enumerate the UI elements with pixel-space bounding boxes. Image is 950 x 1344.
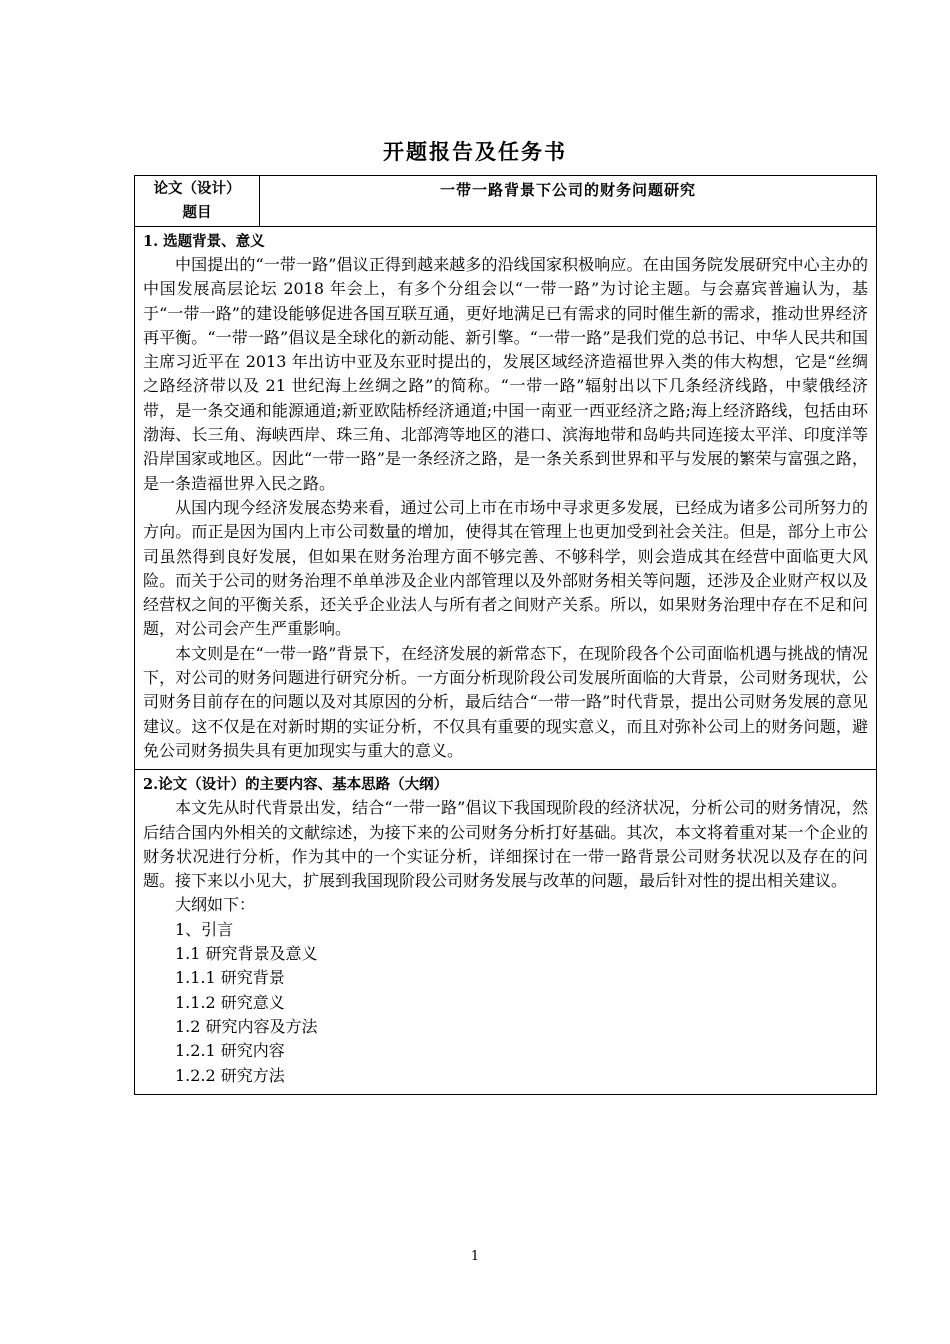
topic-label-line1: 论文（设计） [153, 180, 241, 197]
outline-item: 1.1.1 研究背景 [175, 968, 285, 988]
topic-label-cell [135, 176, 260, 227]
topic-label-line2: 题目 [182, 204, 212, 221]
report-table [134, 175, 877, 1095]
outline-item: 1.1 研究背景及意义 [175, 944, 318, 964]
section2-cell [135, 770, 877, 1095]
outline-item: 1、引言 [175, 919, 234, 939]
section2-row [135, 770, 877, 1095]
outline-item: 1.2 研究内容及方法 [175, 1016, 318, 1036]
outline-item: 1.2.2 研究方法 [175, 1065, 285, 1085]
topic-value: 一带一路背景下公司的财务问题研究 [260, 176, 877, 227]
section2-paragraph: 本文先从时代背景出发，结合“一带一路”倡议下我国现阶段的经济状况，分析公司的财务情况，然后结合国内外相关的文献综述，为接下来的公司财务分析打好基础。其次，本文将着重对某一个企业的财务状况进行分析，作为其中的一个实证分析，详细探讨在一带一路背景公司财务状况以及存在的问题。接下来以小见大，扩展到我国现阶段公司财务发展与改革的问题，最后针对性的提出相关建议。 [143, 798, 868, 891]
section1-heading: 1. 选题背景、意义 [143, 233, 265, 250]
section2-heading: 2.论文（设计）的主要内容、基本思路（大纲） [143, 776, 449, 794]
outline-intro: 大纲如下： [175, 895, 256, 915]
topic-row [135, 176, 877, 227]
section1-paragraph: 中国提出的“一带一路”倡议正得到越来越多的沿线国家积极响应。在由国务院发展研究中心主办的中国发展高层论坛 2018 年会上，有多个分组会以“一带一路”为讨论主题。与会嘉宾普遍认为，基于“一带一路”的建设能够促进各国互联互通，更好地满足已有需求的同时催生新的需求，推动世界经济再平衡。“一带一路”倡议是全球化的新动能、新引擎。“一带一路”是我们党的总书记、中华人民共和国主席习近平在 2013 年出访中亚及东亚时提出的，发展区域经济造福世界入类的伟大构想，它是“丝绸之路经济带以及 21 世纪海上丝绸之路”的简称。“一带一路”辐射出以下几条经济线路，中蒙俄经济带，是一条交通和能源通道;新亚欧陆桥经济通道;中国一南亚一西亚经济之路;海上经济路线，包括由环渤海、长三角、海峡西岸、珠三角、北部湾等地区的港口、滨海地带和岛屿共同连接太平洋、印度洋等沿岸国家或地区。因此“一带一路”是一条经济之路，是一条关系到世界和平与发展的繁荣与富强之路，是一条造福世界入民之路。 [143, 255, 868, 493]
section1-paragraph: 从国内现今经济发展态势来看，通过公司上市在市场中寻求更多发展，已经成为诸多公司所努力的方向。而正是因为国内上市公司数量的增加，使得其在管理上也更加受到社会关注。但是，部分上市公司虽然得到良好发展，但如果在财务治理方面不够完善、不够科学，则会造成其在经营中面临更大风险。而关于公司的财务治理不单单涉及企业内部管理以及外部财务相关等问题，还涉及企业财产权以及经营权之间的平衡关系，还关乎企业法人与所有者之间财产关系。所以，如果财务治理中存在不足和问题，对公司会产生严重影响。 [143, 497, 868, 639]
page-number: 1 [470, 1249, 480, 1264]
outline-item: 1.2.1 研究内容 [175, 1041, 285, 1061]
outline-item: 1.1.2 研究意义 [175, 992, 285, 1012]
section1-paragraph: 本文则是在“一带一路”背景下，在经济发展的新常态下，在现阶段各个公司面临机遇与挑战的情况下，对公司的财务问题进行研究分析。一方面分析现阶段公司发展所面临的大背景，公司财务现状，公司财务目前存在的问题以及对其原因的分析，最后结合“一带一路”时代背景，提出公司财务发展的意见建议。这不仅是在对新时期的实证分析，不仅具有重要的现实意义，而且对弥补公司上的财务问题，避免公司财务损失具有更加现实与重大的意义。 [143, 643, 868, 760]
document-title: 开题报告及任务书 [383, 139, 567, 164]
section1-cell [135, 227, 877, 770]
section1-row [135, 227, 877, 770]
